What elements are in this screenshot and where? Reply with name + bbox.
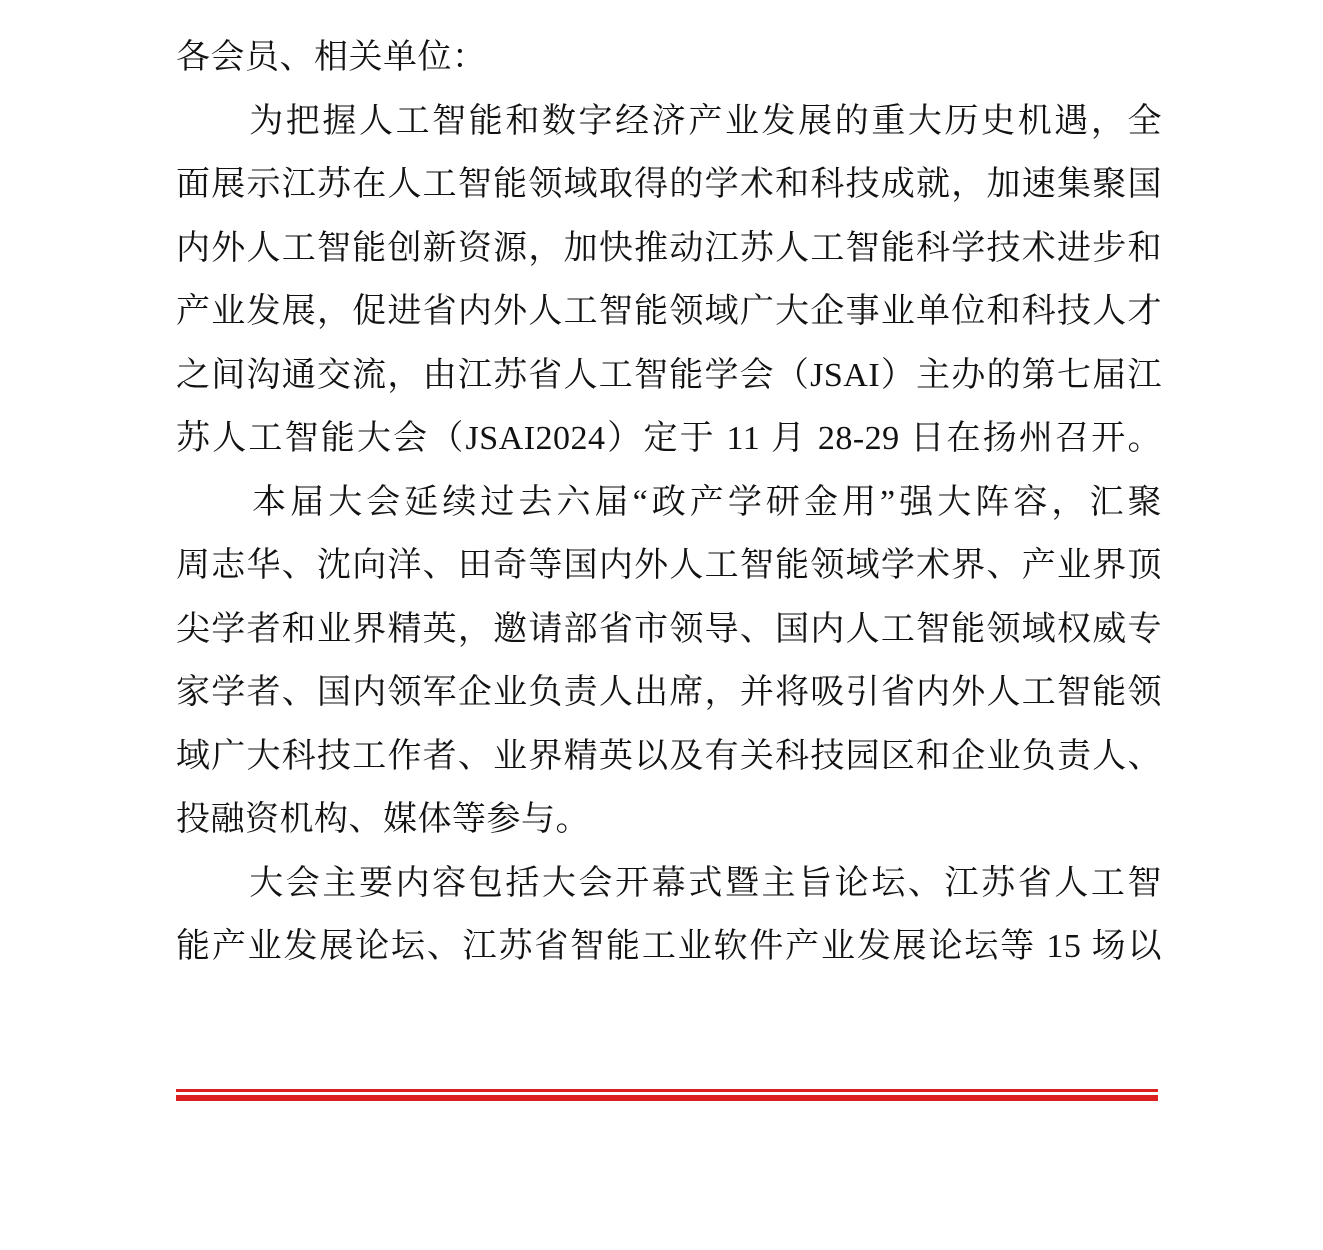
text-line: 之间沟通交流，由江苏省人工智能学会（JSAI）主办的第七届江: [176, 356, 1162, 394]
red-divider-thick-rule: [176, 1095, 1158, 1101]
text-line: 尖学者和业界精英，邀请部省市领导、国内人工智能领域权威专: [176, 610, 1162, 648]
text-line: 本届大会延续过去六届“政产学研金用”强大阵容，汇聚: [176, 483, 1162, 521]
text-line: 投融资机构、媒体等参与。: [176, 801, 590, 838]
text-line: 大会主要内容包括大会开幕式暨主旨论坛、江苏省人工智: [176, 864, 1162, 902]
salutation-line: 各会员、相关单位：: [176, 39, 487, 76]
text-line: 域广大科技工作者、业界精英以及有关科技园区和企业负责人、: [176, 737, 1162, 775]
text-line: 内外人工智能创新资源，加快推动江苏人工智能科学技术进步和: [176, 229, 1162, 267]
text-line: 家学者、国内领军企业负责人出席，并将吸引省内外人工智能领: [176, 674, 1162, 711]
text-line: 为把握人工智能和数字经济产业发展的重大历史机遇，全: [176, 102, 1162, 140]
text-line: 面展示江苏在人工智能领域取得的学术和科技成就，加速集聚国: [176, 166, 1162, 203]
red-divider: [176, 1089, 1158, 1101]
text-line: 能产业发展论坛、江苏省智能工业软件产业发展论坛等 15 场以: [176, 928, 1162, 965]
document-body-text: [176, 26, 1162, 979]
text-line: 产业发展，促进省内外人工智能领域广大企事业单位和科技人才: [176, 293, 1162, 330]
text-line: 苏人工智能大会（JSAI2024）定于 11 月 28-29 日在扬州召开。: [176, 420, 1162, 457]
text-line: 周志华、沈向洋、田奇等国内外人工智能领域学术界、产业界顶: [176, 547, 1162, 584]
